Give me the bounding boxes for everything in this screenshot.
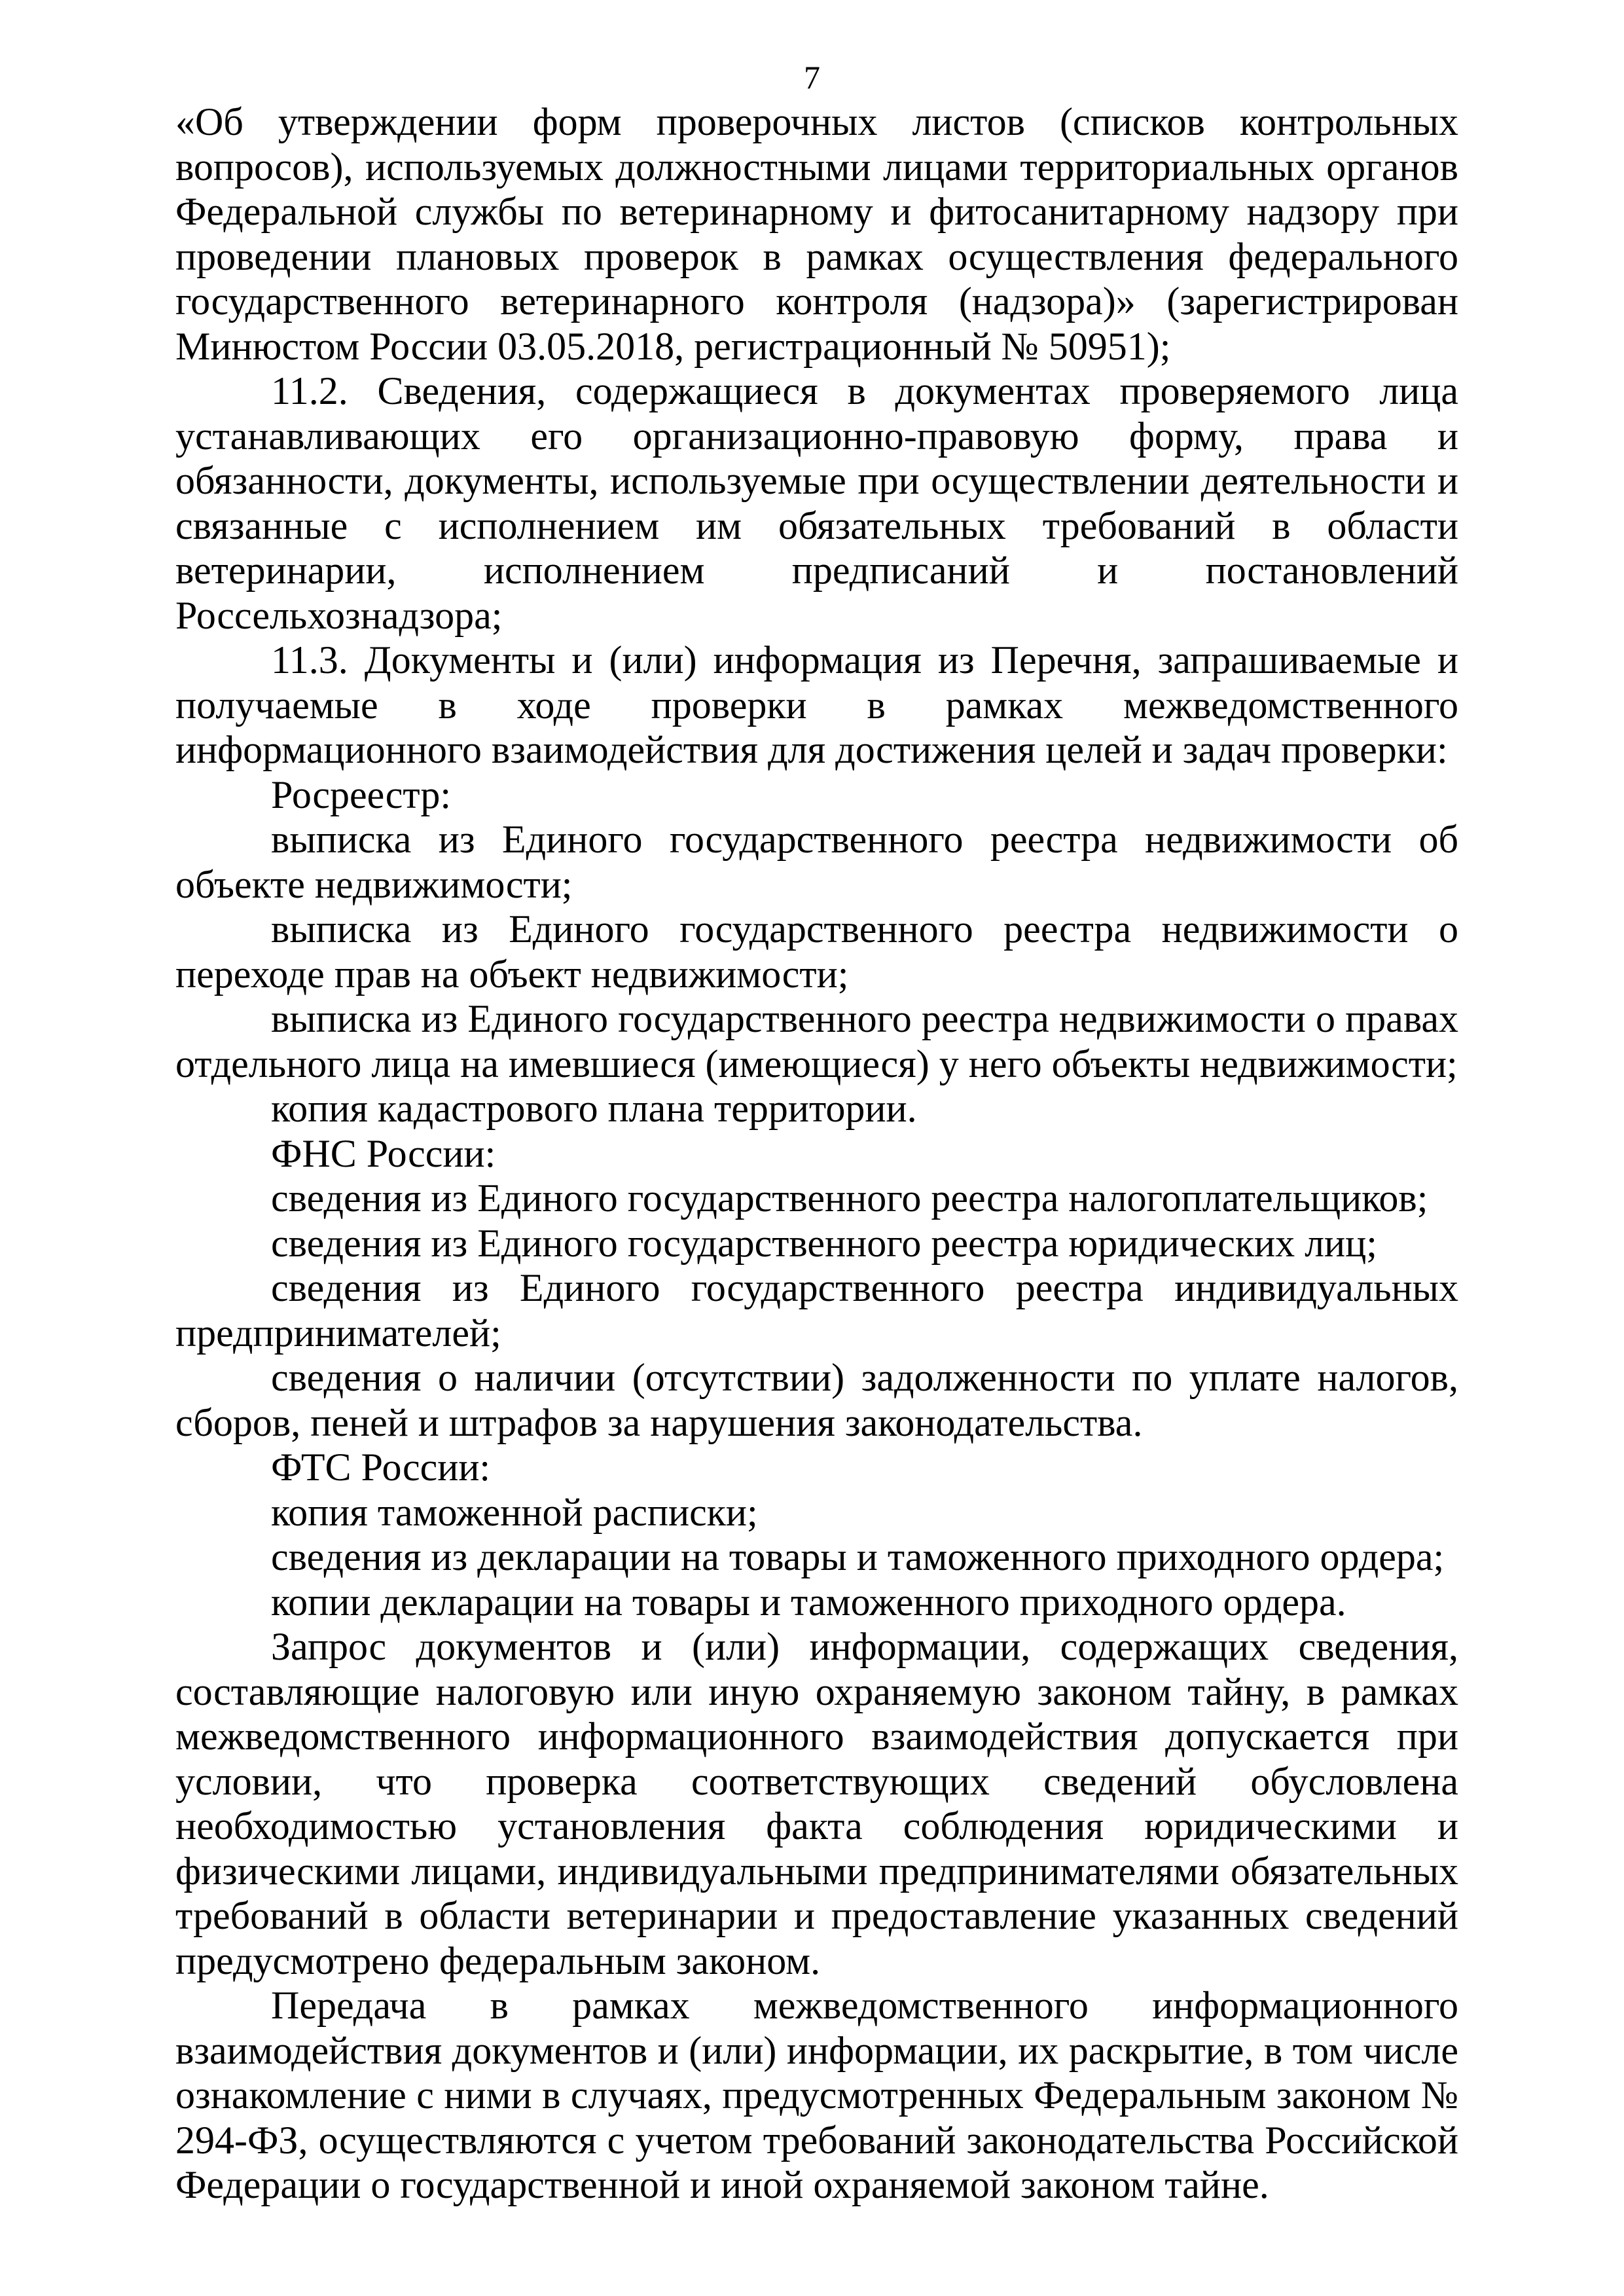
list-item: копия кадастрового плана территории. [271, 1087, 917, 1130]
list-item: сведения из Единого государственного реестра налогоплательщиков; [271, 1176, 1428, 1220]
paragraph-regulation-citation: «Об утверждении форм проверочных листов (списков контрольных вопросов), используемых должностными лицами территориальных органов Федеральной службы по ветеринарному и фитосанитарному надзору при проведении плановых проверок в рамках осуществления федерального государственного ветеринарного контроля (надзора)» (зарегистрирован Минюстом России 03.05.2018, регистрационный № 50951); [175, 100, 1458, 368]
list-item: копии декларации на товары и таможенного приходного ордера. [271, 1580, 1346, 1624]
list-item: выписка из Единого государственного реестра недвижимости об объекте недвижимости; [175, 818, 1458, 906]
list-item: копия таможенной расписки; [271, 1490, 758, 1534]
paragraph-11-3: 11.3. Документы и (или) информация из Перечня, запрашиваемые и получаемые в ходе проверки в рамках межведомственного информационного взаимодействия для достижения целей и задач проверки: [175, 638, 1458, 771]
list-item: сведения из Единого государственного реестра юридических лиц; [271, 1221, 1377, 1265]
paragraph-document-transfer: Передача в рамках межведомственного информационного взаимодействия документов и (или) информации, их раскрытие, в том числе ознакомление с ними в случаях, предусмотренных Федеральным законом № 294-ФЗ, осуществляются с учетом требований законодательства Российской Федерации о государственной и иной охраняемой законом тайне. [175, 1984, 1458, 2206]
list-item: сведения из Единого государственного реестра индивидуальных предпринимателей; [175, 1266, 1458, 1355]
paragraph-document-request: Запрос документов и (или) информации, содержащих сведения, составляющие налоговую или иную охраняемую законом тайну, в рамках межведомственного информационного взаимодействия допускается при условии, что проверка соответствующих сведений обусловлена необходимостью установления факта соблюдения юридическими и физическими лицами, индивидуальными предпринимателями обязательных требований в области ветеринарии и предоставление указанных сведений предусмотрено федеральным законом. [175, 1625, 1458, 1982]
page-number: 7 [804, 59, 820, 96]
agency-heading-fts: ФТС России: [271, 1446, 491, 1489]
agency-heading-fns: ФНС России: [271, 1131, 496, 1175]
agency-heading-rosreestr: Росреестр: [271, 773, 452, 816]
document-body [175, 100, 1458, 2208]
paragraph-11-2: 11.2. Сведения, содержащиеся в документах проверяемого лица устанавливающих его организационно-правовую форму, права и обязанности, документы, используемые при осуществлении деятельности и связанные с исполнением им обязательных требований в области ветеринарии, исполнением предписаний и постановлений Россельхознадзора; [175, 369, 1458, 637]
list-item: выписка из Единого государственного реестра недвижимости о правах отдельного лица на имевшиеся (имеющиеся) у него объекты недвижимости; [175, 997, 1458, 1085]
list-item: сведения из декларации на товары и таможенного приходного ордера; [271, 1535, 1445, 1578]
list-item: выписка из Единого государственного реестра недвижимости о переходе прав на объект недвижимости; [175, 907, 1458, 996]
list-item: сведения о наличии (отсутствии) задолженности по уплате налогов, сборов, пеней и штрафов за нарушения законодательства. [175, 1356, 1458, 1444]
